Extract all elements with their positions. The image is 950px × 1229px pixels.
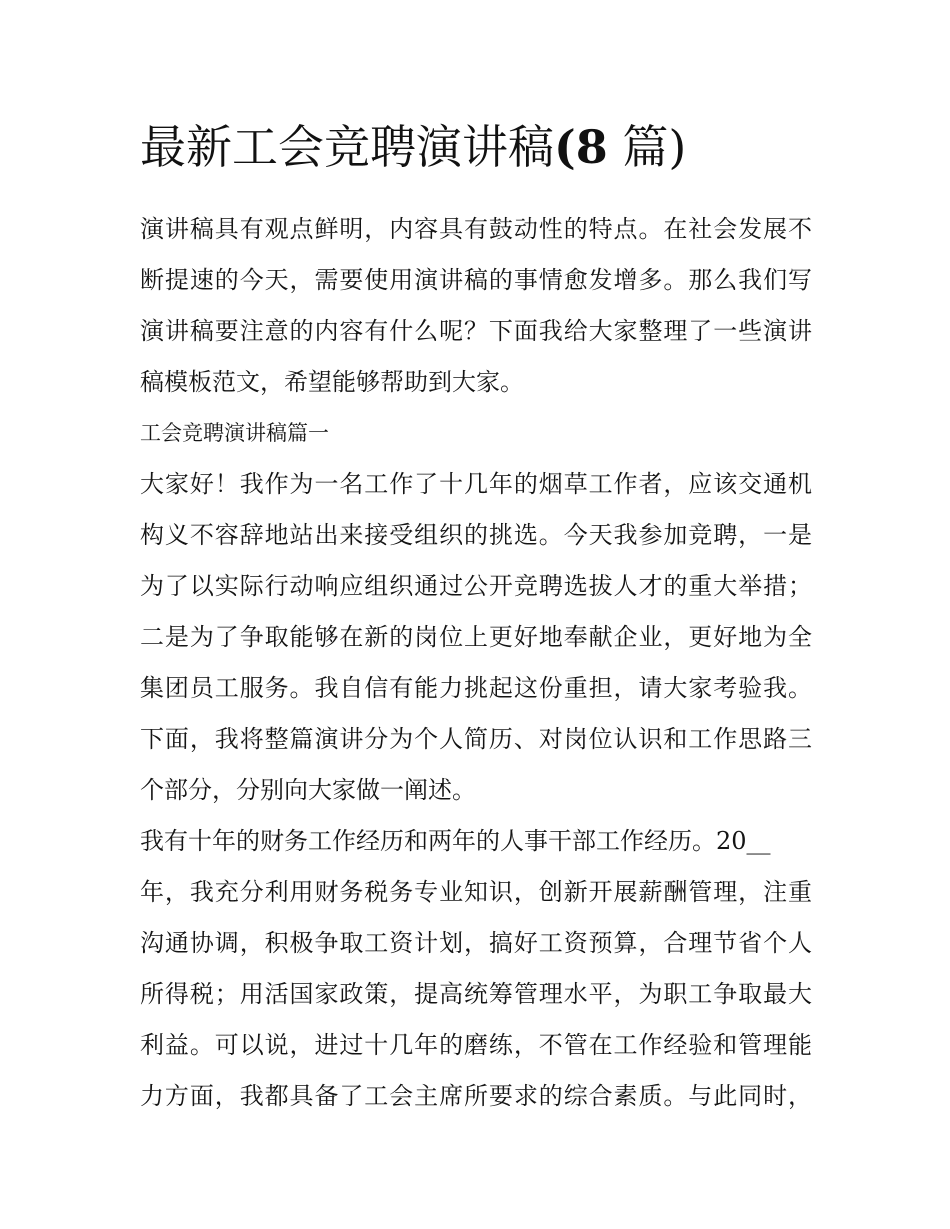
title-main: 最新工会竞聘演讲稿 (140, 120, 554, 174)
document-body (140, 204, 812, 1122)
paragraph-line: 断提速的今天，需要使用演讲稿的事情愈发增多。那么我们写 (140, 266, 812, 294)
document-content (140, 118, 812, 1122)
paragraph-line: 演讲稿具有观点鲜明，内容具有鼓动性的特点。在社会发展不 (140, 215, 812, 243)
paragraph-line: 我有十年的财务工作经历和两年的人事干部工作经历。20__ (140, 827, 771, 855)
paragraph-line: 二是为了争取能够在新的岗位上更好地奉献企业，更好地为全 (140, 623, 812, 651)
title-end: 篇) (622, 120, 687, 174)
paragraph-line: 为了以实际行动响应组织通过公开竞聘选拔人才的重大举措； (140, 572, 812, 600)
paragraph-line: 构义不容辞地站出来接受组织的挑选。今天我参加竞聘，一是 (140, 521, 812, 549)
title-count: (8 (554, 120, 608, 174)
paragraph-line: 演讲稿要注意的内容有什么呢？下面我给大家整理了一些演讲 (140, 317, 812, 345)
paragraph-line: 个部分，分别向大家做一阐述。 (140, 776, 476, 804)
paragraph-line: 年，我充分利用财务税务专业知识，创新开展薪酬管理，注重 (140, 878, 812, 906)
paragraph-line: 沟通协调，积极争取工资计划，搞好工资预算，合理节省个人 (140, 929, 812, 957)
section-heading: 工会竞聘演讲稿篇一 (140, 421, 329, 445)
paragraph-line: 集团员工服务。我自信有能力挑起这份重担，请大家考验我。 (140, 674, 812, 702)
paragraph-line: 大家好！我作为一名工作了十几年的烟草工作者，应该交通机 (140, 470, 812, 498)
paragraph-line: 利益。可以说，进过十几年的磨练，不管在工作经验和管理能 (140, 1031, 812, 1059)
document-title (140, 118, 812, 176)
paragraph-line: 下面，我将整篇演讲分为个人简历、对岗位认识和工作思路三 (140, 725, 812, 753)
paragraph-line: 稿模板范文，希望能够帮助到大家。 (140, 368, 524, 396)
paragraph-line: 力方面，我都具备了工会主席所要求的综合素质。与此同时， (140, 1082, 812, 1110)
paragraph-line: 所得税；用活国家政策，提高统筹管理水平，为职工争取最大 (140, 980, 812, 1008)
